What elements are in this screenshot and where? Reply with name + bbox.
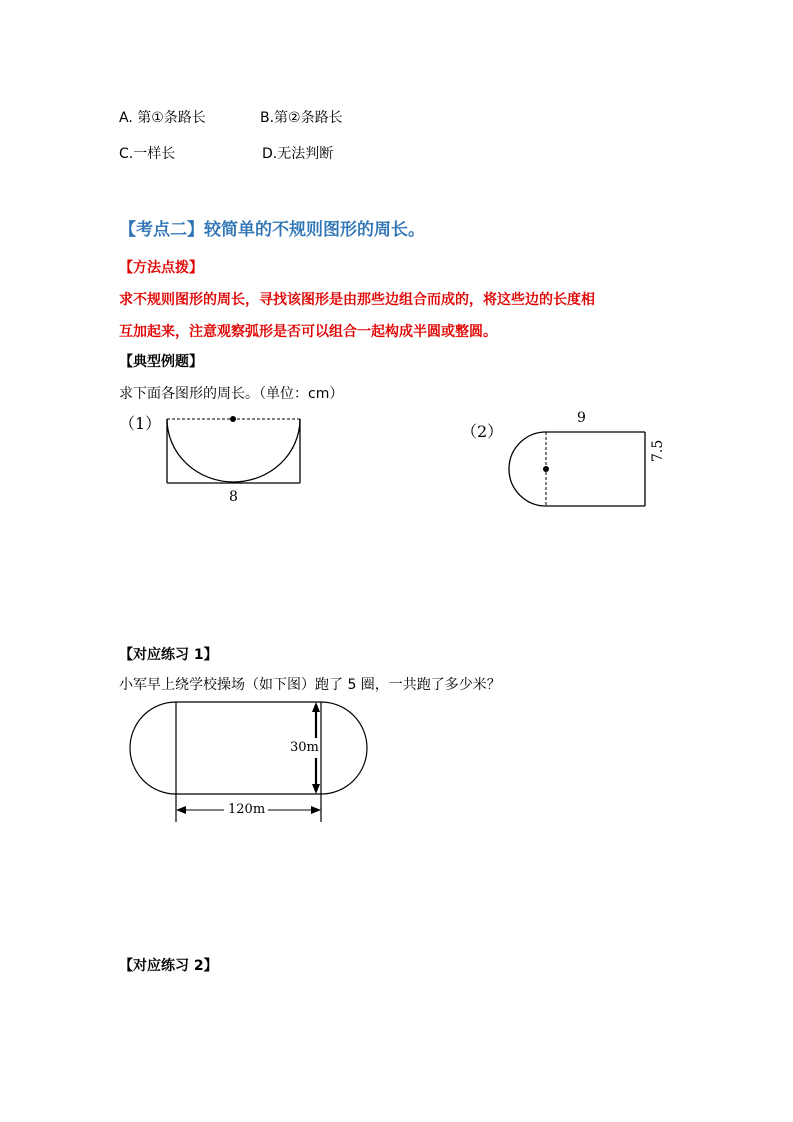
practice2-heading: 【对应练习 2】: [119, 958, 218, 974]
option-a: A. 第①条路长: [119, 110, 206, 126]
method-line-2: 互加起来，注意观察弧形是否可以组合一起构成半圆或整圆。: [119, 324, 497, 340]
practice1-prompt: 小军早上绕学校操场（如下图）跑了 5 圈，一共跑了多少米？: [119, 677, 501, 693]
fig2-side-label: 7.5: [650, 439, 666, 462]
option-b: B.第②条路长: [260, 110, 343, 126]
practice1-heading: 【对应练习 1】: [119, 647, 218, 663]
section-title: 【考点二】较简单的不规则图形的周长。: [119, 220, 425, 240]
track-height-label: 30m: [290, 738, 319, 758]
example-heading: 【典型例题】: [119, 354, 203, 370]
fig1-label: （1）: [119, 414, 162, 433]
method-heading: 【方法点拨】: [119, 260, 203, 276]
option-c: C.一样长: [119, 146, 176, 162]
method-line-1: 求不规则图形的周长，寻找该图形是由那些边组合而成的，将这些边的长度相: [119, 292, 595, 308]
track-width-label: 120m: [228, 800, 265, 820]
option-d: D.无法判断: [262, 146, 334, 162]
fig1-bottom-label: 8: [229, 489, 238, 505]
example-prompt: 求下面各图形的周长。（单位：cm）: [119, 386, 344, 402]
fig2-label: （2）: [461, 422, 504, 441]
fig2-top-label: 9: [577, 410, 586, 426]
